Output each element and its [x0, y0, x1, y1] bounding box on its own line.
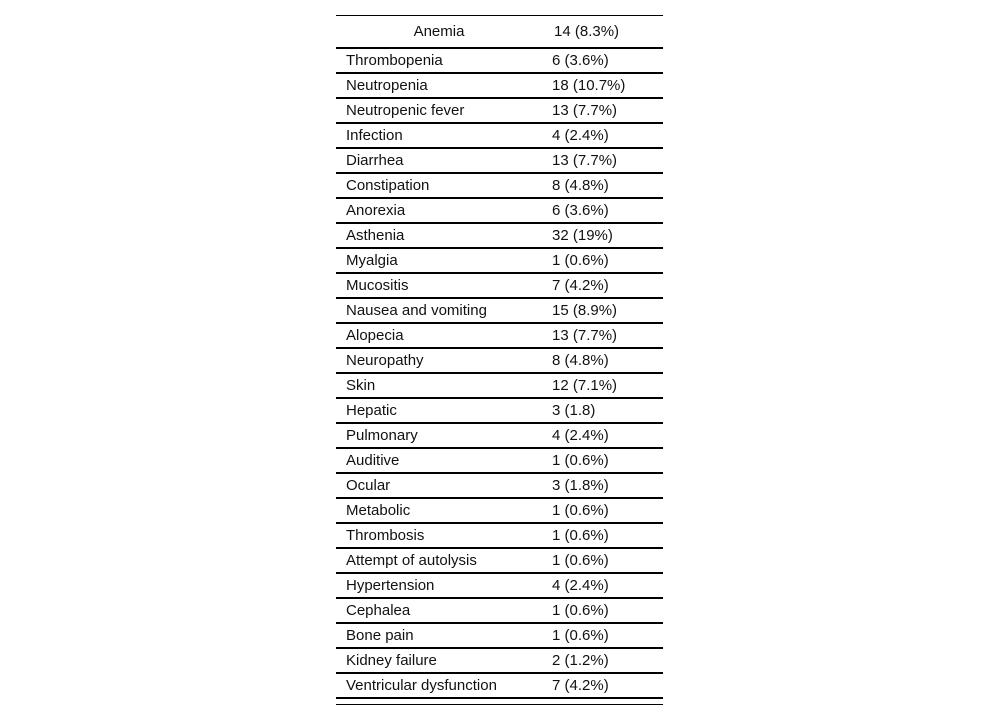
event-value-cell: 15 (8.9%) — [542, 298, 663, 323]
table-row — [336, 173, 663, 198]
event-name-cell: Bone pain — [336, 623, 542, 648]
event-name-cell: Thrombopenia — [336, 48, 542, 73]
table-row — [336, 673, 663, 698]
table-body — [336, 48, 663, 698]
event-name-cell: Cephalea — [336, 598, 542, 623]
event-name-cell: Skin — [336, 373, 542, 398]
table-row — [336, 448, 663, 473]
header-event-name: Anemia — [336, 16, 542, 49]
event-value-cell: 1 (0.6%) — [542, 248, 663, 273]
event-name-cell: Myalgia — [336, 248, 542, 273]
event-value-cell: 7 (4.2%) — [542, 273, 663, 298]
event-value-cell: 18 (10.7%) — [542, 73, 663, 98]
event-value-cell: 1 (0.6%) — [542, 623, 663, 648]
table-row — [336, 648, 663, 673]
event-name-cell: Ventricular dysfunction — [336, 673, 542, 698]
table-row — [336, 423, 663, 448]
table-row — [336, 523, 663, 548]
event-name-cell: Attempt of autolysis — [336, 548, 542, 573]
event-value-cell: 8 (4.8%) — [542, 173, 663, 198]
table-header — [336, 16, 663, 49]
table-row — [336, 598, 663, 623]
event-name-cell: Nausea and vomiting — [336, 298, 542, 323]
table-row — [336, 548, 663, 573]
event-value-cell: 6 (3.6%) — [542, 48, 663, 73]
event-value-cell: 13 (7.7%) — [542, 148, 663, 173]
adverse-events-table — [336, 15, 663, 699]
event-value-cell: 2 (1.2%) — [542, 648, 663, 673]
table-row — [336, 248, 663, 273]
table-row — [336, 323, 663, 348]
event-name-cell: Alopecia — [336, 323, 542, 348]
event-value-cell: 4 (2.4%) — [542, 423, 663, 448]
event-name-cell: Neutropenic fever — [336, 98, 542, 123]
event-value-cell: 13 (7.7%) — [542, 323, 663, 348]
header-event-value: 14 (8.3%) — [542, 16, 663, 49]
event-name-cell: Metabolic — [336, 498, 542, 523]
table-row — [336, 98, 663, 123]
table-row — [336, 573, 663, 598]
event-name-cell: Auditive — [336, 448, 542, 473]
event-value-cell: 3 (1.8%) — [542, 473, 663, 498]
event-name-cell: Anorexia — [336, 198, 542, 223]
table-row — [336, 623, 663, 648]
event-name-cell: Kidney failure — [336, 648, 542, 673]
event-name-cell: Hepatic — [336, 398, 542, 423]
event-value-cell: 13 (7.7%) — [542, 98, 663, 123]
event-name-cell: Mucositis — [336, 273, 542, 298]
event-name-cell: Ocular — [336, 473, 542, 498]
event-value-cell: 7 (4.2%) — [542, 673, 663, 698]
event-value-cell: 1 (0.6%) — [542, 548, 663, 573]
table-row — [336, 273, 663, 298]
table-row — [336, 373, 663, 398]
event-name-cell: Neuropathy — [336, 348, 542, 373]
event-value-cell: 4 (2.4%) — [542, 573, 663, 598]
table-row — [336, 398, 663, 423]
table-row — [336, 473, 663, 498]
table-row — [336, 73, 663, 98]
event-name-cell: Diarrhea — [336, 148, 542, 173]
table-row — [336, 148, 663, 173]
event-name-cell: Thrombosis — [336, 523, 542, 548]
event-name-cell: Constipation — [336, 173, 542, 198]
table-row — [336, 48, 663, 73]
table-row — [336, 348, 663, 373]
table-row — [336, 198, 663, 223]
event-name-cell: Asthenia — [336, 223, 542, 248]
event-value-cell: 4 (2.4%) — [542, 123, 663, 148]
table-row — [336, 123, 663, 148]
event-value-cell: 6 (3.6%) — [542, 198, 663, 223]
event-value-cell: 1 (0.6%) — [542, 448, 663, 473]
table-row — [336, 498, 663, 523]
event-value-cell: 12 (7.1%) — [542, 373, 663, 398]
event-value-cell: 1 (0.6%) — [542, 598, 663, 623]
table-row — [336, 298, 663, 323]
table-bottom-rule — [336, 704, 663, 705]
event-name-cell: Infection — [336, 123, 542, 148]
event-value-cell: 3 (1.8) — [542, 398, 663, 423]
event-value-cell: 8 (4.8%) — [542, 348, 663, 373]
event-name-cell: Pulmonary — [336, 423, 542, 448]
event-value-cell: 1 (0.6%) — [542, 523, 663, 548]
table-row — [336, 223, 663, 248]
header-row — [336, 16, 663, 49]
event-value-cell: 32 (19%) — [542, 223, 663, 248]
adverse-events-table-container — [336, 15, 663, 705]
event-name-cell: Neutropenia — [336, 73, 542, 98]
event-name-cell: Hypertension — [336, 573, 542, 598]
event-value-cell: 1 (0.6%) — [542, 498, 663, 523]
